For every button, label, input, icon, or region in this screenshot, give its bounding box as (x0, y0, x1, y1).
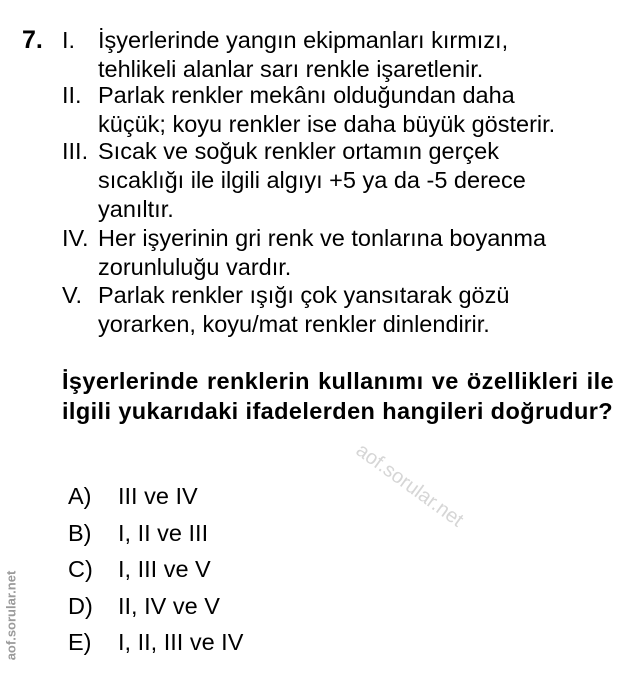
statement-2-line-1: Parlak renkler mekânı olduğundan daha (98, 82, 515, 108)
answer-options (68, 478, 243, 661)
option-a-text: III ve IV (118, 483, 198, 509)
option-c-text: I, III ve V (118, 556, 211, 582)
statement-2-numeral: II. (62, 82, 82, 108)
statement-5-line-2: yorarken, koyu/mat renkler dinlendirir. (98, 311, 490, 337)
statement-3-line-3: yanıltır. (98, 196, 174, 222)
statement-3-line-2: sıcaklığı ile ilgili algıyı +5 ya da -5 derece (98, 167, 526, 193)
side-watermark: aof.sorular.net (3, 570, 19, 661)
statement-1 (62, 26, 508, 84)
option-d-letter: D) (68, 592, 93, 619)
statement-4-line-2: zorunluluğu vardır. (98, 254, 292, 280)
statement-3 (62, 137, 526, 224)
statement-5 (62, 281, 509, 339)
option-a[interactable] (68, 478, 243, 515)
option-a-letter: A) (68, 483, 92, 509)
option-b[interactable] (68, 515, 243, 552)
diagonal-watermark: aof.sorular.net (351, 439, 468, 532)
option-c-letter: C) (68, 556, 93, 582)
statement-1-numeral: I. (62, 27, 76, 53)
statement-1-line-1: İşyerlerinde yangın ekipmanları kırmızı, (98, 27, 509, 53)
statement-3-line-1: Sıcak ve soğuk renkler ortamın gerçek (98, 138, 499, 164)
question-prompt: İşyerlerinde renklerin kullanımı ve özellikleri ile ilgili yukarıdaki ifadelerden hangileri doğrudur? (62, 368, 614, 424)
statement-4-numeral: IV. (62, 225, 89, 251)
option-c[interactable] (68, 551, 243, 588)
option-b-text: I, II ve III (118, 519, 209, 546)
option-e[interactable] (68, 624, 243, 661)
statement-5-line-1: Parlak renkler ışığı çok yansıtarak gözü (98, 282, 510, 308)
option-e-letter: E) (68, 629, 92, 655)
option-d[interactable] (68, 588, 243, 625)
option-d-text: II, IV ve V (118, 592, 220, 619)
statement-5-numeral: V. (62, 282, 83, 308)
statement-3-numeral: III. (62, 138, 89, 164)
statement-4 (62, 224, 546, 282)
statement-4-line-1: Her işyerinin gri renk ve tonlarına boyanma (98, 225, 547, 251)
statement-1-line-2: tehlikeli alanlar sarı renkle işaretlenir. (98, 56, 484, 82)
question-number: 7. (22, 26, 43, 54)
option-b-letter: B) (68, 519, 92, 546)
statement-2-line-2: küçük; koyu renkler ise daha büyük gösterir. (98, 111, 556, 137)
statement-2 (62, 81, 555, 139)
option-e-text: I, II, III ve IV (118, 629, 244, 655)
